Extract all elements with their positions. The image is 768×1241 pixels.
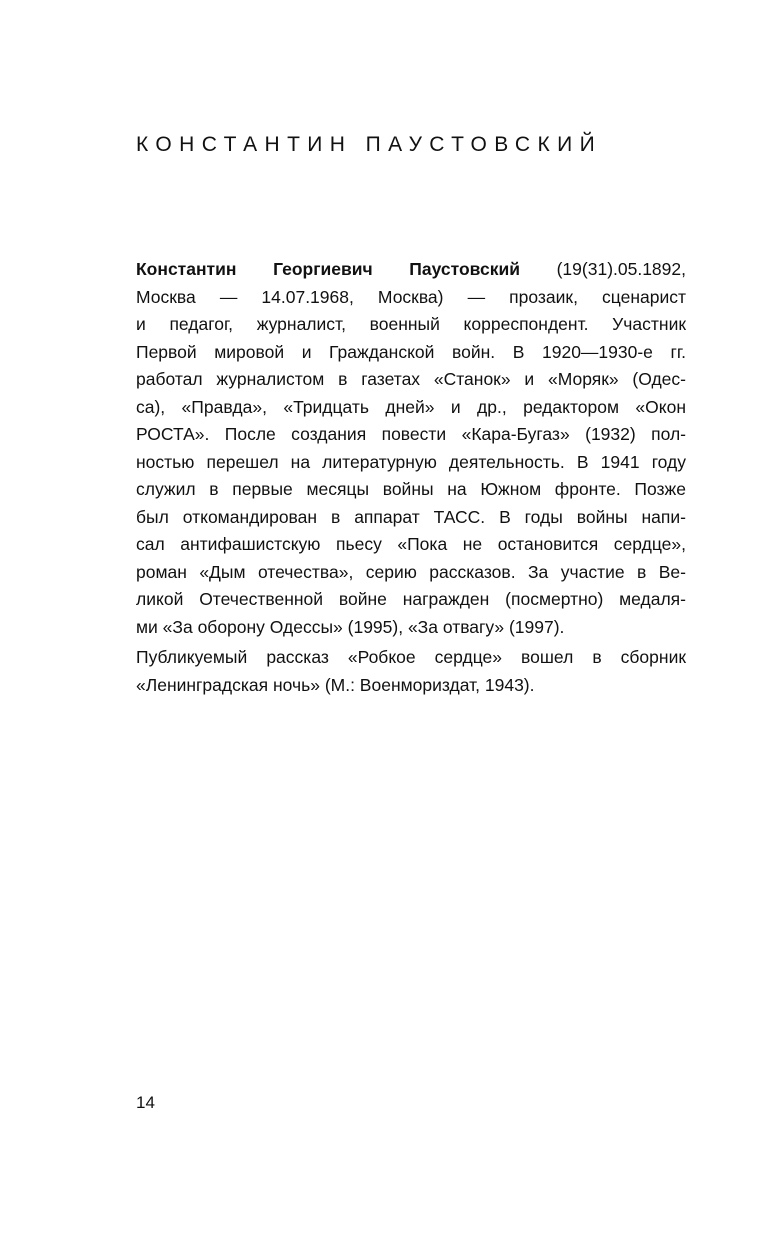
- bio-line: ми «За оборону Одессы» (1995), «За отвагу» (1997).: [136, 616, 565, 637]
- author-full-name: Константин Георгиевич Паустовский: [136, 259, 520, 279]
- page-number: 14: [136, 1093, 155, 1112]
- author-header: КОНСТАНТИН ПАУСТОВСКИЙ: [136, 133, 603, 156]
- bio-line: [136, 256, 686, 284]
- bio-line: Москва — 14.07.1968, Москва) — прозаик, сценарист: [136, 286, 686, 307]
- bio-line: служил в первые месяцы войны на Южном фронте. Позже: [136, 479, 686, 499]
- bio-line: роман «Дым отечества», серию рассказов. За участие в Ве-: [136, 561, 686, 582]
- bio-line: ностью перешел на литературную деятельность. В 1941 году: [136, 451, 686, 472]
- bio-line: са), «Правда», «Тридцать дней» и др., редактором «Окон: [136, 396, 686, 417]
- publication-note: [136, 644, 686, 699]
- author-birth-info: (19(31).05.1892,: [519, 259, 686, 279]
- bio-line: работал журналистом в газетах «Станок» и «Моряк» (Одес-: [136, 369, 686, 389]
- bio-line: Первой мировой и Гражданской войн. В 1920—1930-е гг.: [136, 341, 686, 362]
- bio-line: был откомандирован в аппарат ТАСС. В годы войны напи-: [136, 506, 686, 527]
- bio-line: и педагог, журналист, военный корреспондент. Участник: [136, 314, 686, 334]
- bio-line: ликой Отечественной войне награжден (посмертно) медаля-: [136, 589, 686, 609]
- note-line: «Ленинградская ночь» (М.: Военмориздат, 1943).: [136, 674, 535, 695]
- note-line: Публикуемый рассказ «Робкое сердце» вошел в сборник: [136, 647, 686, 667]
- bio-line: сал антифашистскую пьесу «Пока не остановится сердце»,: [136, 534, 686, 554]
- biography-paragraph: [136, 256, 686, 641]
- bio-line: РОСТА». После создания повести «Кара-Бугаз» (1932) пол-: [136, 424, 686, 444]
